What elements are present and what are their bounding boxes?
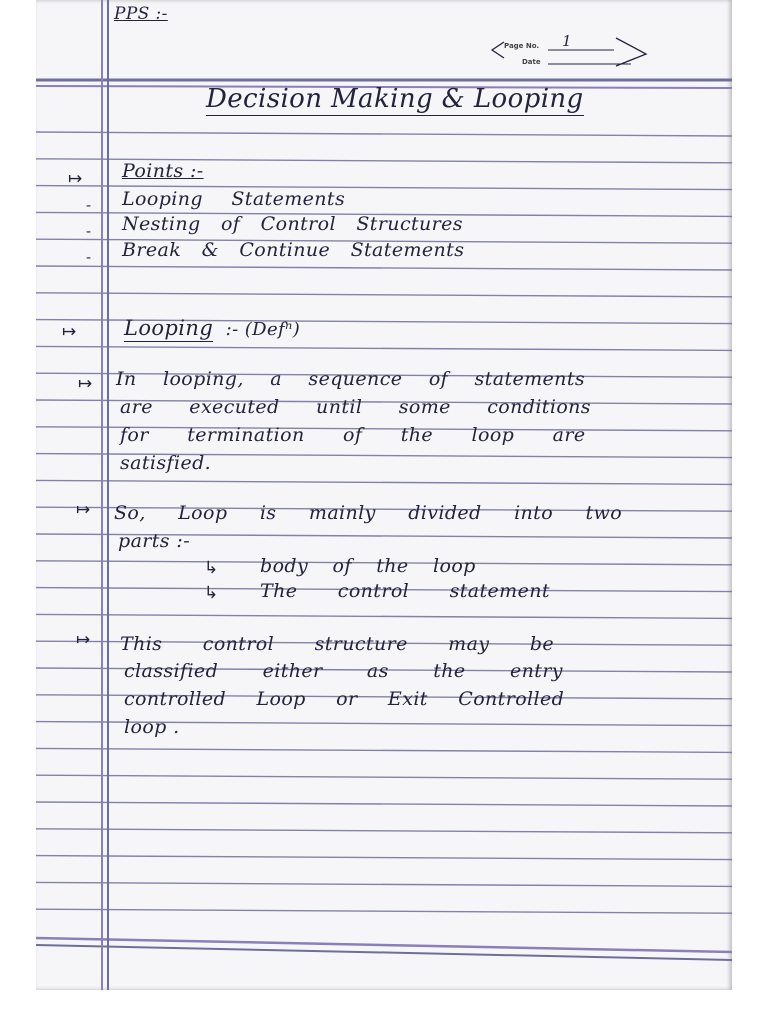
- rule-line: [36, 132, 732, 136]
- points-heading: Points :-: [122, 160, 204, 182]
- rule-line: [36, 829, 732, 833]
- rule-line: [36, 909, 732, 913]
- points-item: Break & Continue Statements: [122, 239, 465, 261]
- rule-line: [36, 614, 732, 618]
- points-item: Nesting of Control Structures: [122, 213, 463, 235]
- page-number-value: 1: [562, 32, 572, 50]
- control-line: controlled Loop or Exit Controlled: [124, 688, 565, 710]
- looping-paragraph-line: satisfied.: [120, 452, 212, 474]
- dash-bullet: -: [86, 222, 92, 240]
- parts-line: So, Loop is mainly divided into two: [114, 502, 623, 524]
- date-label: Date: [522, 58, 541, 66]
- arrow-bullet-icon: ↦: [68, 169, 83, 189]
- points-item: Looping Statements: [122, 188, 346, 210]
- dash-bullet: -: [86, 248, 92, 266]
- sub-arrow-icon: ↳: [204, 583, 219, 603]
- looping-paragraph-line: are executed until some conditions: [120, 396, 591, 418]
- page-info-box: [486, 32, 656, 70]
- arrow-bullet-icon: ↦: [76, 630, 91, 650]
- subject-label: PPS :-: [114, 4, 168, 24]
- rule-line: [36, 775, 732, 779]
- looping-heading-word: Looping: [124, 316, 214, 340]
- looping-paragraph-line: for termination of the loop are: [120, 424, 586, 446]
- rule-line: [36, 856, 732, 860]
- control-line: loop .: [124, 716, 180, 738]
- parts-sub-item: body of the loop: [260, 555, 476, 577]
- looping-heading: [124, 316, 300, 340]
- rule-line: [36, 882, 732, 886]
- notebook-page: [36, 0, 732, 990]
- dash-bullet: -: [86, 196, 92, 214]
- ruled-lines: [36, 0, 732, 990]
- rule-line: [36, 748, 732, 752]
- looping-heading-suffix: :- (Defⁿ): [225, 319, 301, 340]
- rule-line: [36, 480, 732, 484]
- arrow-bullet-icon: ↦: [76, 500, 91, 520]
- arrow-bullet-icon: ↦: [78, 374, 93, 394]
- rule-line: [36, 266, 732, 270]
- arrow-bullet-icon: ↦: [62, 322, 77, 342]
- rule-line: [36, 346, 732, 350]
- looping-paragraph-line: In looping, a sequence of statements: [116, 368, 586, 390]
- page-bottom-margin: [0, 990, 768, 1024]
- page-title: Decision Making & Looping: [206, 84, 584, 114]
- rule-line: [36, 802, 732, 806]
- rule-line: [36, 293, 732, 297]
- control-line: This control structure may be: [120, 633, 555, 655]
- page-number-label: Page No.: [504, 42, 540, 50]
- sub-arrow-icon: ↳: [204, 558, 219, 578]
- parts-line: parts :-: [118, 530, 191, 552]
- parts-sub-item: The control statement: [260, 580, 550, 602]
- control-line: classified either as the entry: [124, 660, 563, 682]
